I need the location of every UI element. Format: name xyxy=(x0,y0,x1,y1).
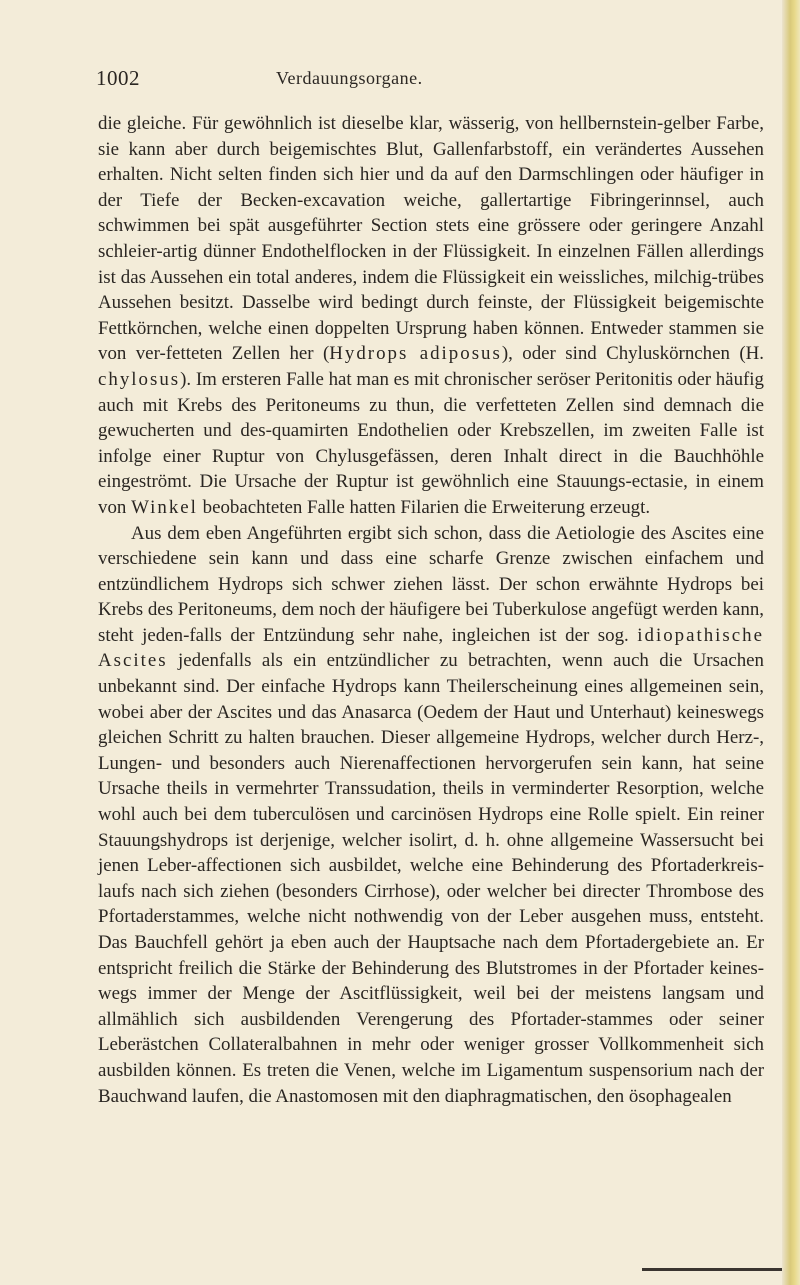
page-header xyxy=(96,62,696,98)
text-segment: ), oder sind Chyluskörnchen (H. xyxy=(501,343,764,365)
text-segment: die gleiche. Für gewöhnlich ist dieselbe klar, wässerig, von hellbernstein-gelber Farbe, sie kann aber durch beigemischtes Blut, Gallenfarbstoff, ein verändertes Aussehen erhalten. Nicht selten finden sich hier und da auf den Darmschlingen oder häufiger in der Tiefe der Becken-excavation weiche, gallertartige Fibringerinnsel, auch schwimmen bei spät ausgeführter Section stets eine grössere oder geringere Anzahl schleier-artig dünner Endothelflocken in der Flüssigkeit. In einzelnen Fällen allerdings ist das Aussehen ein total anderes, indem die Flüssigkeit ein weissliches, milchig-trübes Aussehen besitzt. Dasselbe wird bedingt durch feinste, der Flüssigkeit beigemischte Fettkörnchen, welche einen doppelten Ursprung haben können. Entweder stammen sie von ver-fetteten Zellen her ( xyxy=(98,113,764,365)
body-text xyxy=(98,111,764,1109)
text-segment: Aus dem eben Angeführten ergibt sich schon, dass die Aetiologie des Ascites eine verschiedene sein kann und dass eine scharfe Grenze zwischen einfachem und entzündlichem Hydrops sich schwer ziehen lässt. Der schon erwähnte Hydrops bei Krebs des Peritoneums, dem noch der häufigere bei Tuberkulose angefügt werden kann, steht jeden-falls der Entzündung sehr nahe, ingleichen ist der sog. xyxy=(98,522,764,646)
paragraph xyxy=(98,111,764,521)
paragraph xyxy=(98,521,764,1110)
page-bottom-rule xyxy=(642,1268,782,1271)
text-segment: ). Im ersteren Falle hat man es mit chronischer seröser Peritonitis oder häufig auch mit Krebs des Peritoneums zu thun, die verfetteten Zellen sind demnach die gewucherten und des-quamirten Endothelien oder Krebszellen, im zweiten Falle ist infolge einer Ruptur von Chylusgefässen, deren Inhalt direct in die Bauchhöhle eingeströmt. Die Ursache der Ruptur ist gewöhnlich eine Stauungs-ectasie, in einem von xyxy=(98,368,764,518)
page-number: 1002 xyxy=(96,66,140,90)
running-title: Verdauungsorgane. xyxy=(276,68,423,88)
emphasized-term: Hydrops adiposus xyxy=(329,343,502,365)
text-segment: jedenfalls als ein entzündlicher zu betrachten, wenn auch die Ursachen unbekannt sind. Der einfache Hydrops kann Theilerscheinung eines allgemeinen sein, wobei aber der Ascites und das Anasarca (Oedem der Haut und Unterhaut) keineswegs gleichen Schritt zu halten brauchen. Dieser allgemeine Hydrops, welcher durch Herz-, Lungen- und besonders auch Nierenaffectionen hervorgerufen sein kann, hat seine Ursache theils in vermehrter Transsudation, theils in verminderter Resorption, welche wohl auch bei dem tuberculösen und carcinösen Hydrops eine Rolle spielt. Ein reiner Stauungshydrops ist derjenige, welcher isolirt, d. h. ohne allgemeine Wassersucht bei jenen Leber-affectionen sich ausbildet, welche eine Behinderung des Pfortaderkreis-laufs nach sich ziehen (besonders Cirrhose), oder welcher bei directer Thrombose des Pfortaderstammes, welche nicht nothwendig von der Leber ausgehen muss, entsteht. Das Bauchfell gehört ja eben auch der Hauptsache nach dem Pfortadergebiete an. Er entspricht freilich die Stärke der Behinderung des Blutstromes in der Pfortader keines-wegs immer der Menge der Ascitflüssigkeit, weil bei der meistens langsam und allmählich sich ausbildenden Verengerung des Pfortader-stammes oder seiner Leberästchen Collateralbahnen in mehr oder weniger grosser Vollkommenheit sich ausbilden können. Es treten die Venen, welche im Ligamentum suspensorium nach der Bauchwand laufen, die Anastomosen mit den diaphragmatischen, den ösophagealen xyxy=(98,650,764,1107)
page-edge xyxy=(782,0,800,1285)
emphasized-term: chylosus xyxy=(98,368,181,390)
text-segment: beobachteten Falle hatten Filarien die Erweiterung erzeugt. xyxy=(197,496,651,518)
emphasized-term: Winkel xyxy=(131,496,198,518)
emphasized-term: idiopathische Ascites xyxy=(98,624,764,672)
